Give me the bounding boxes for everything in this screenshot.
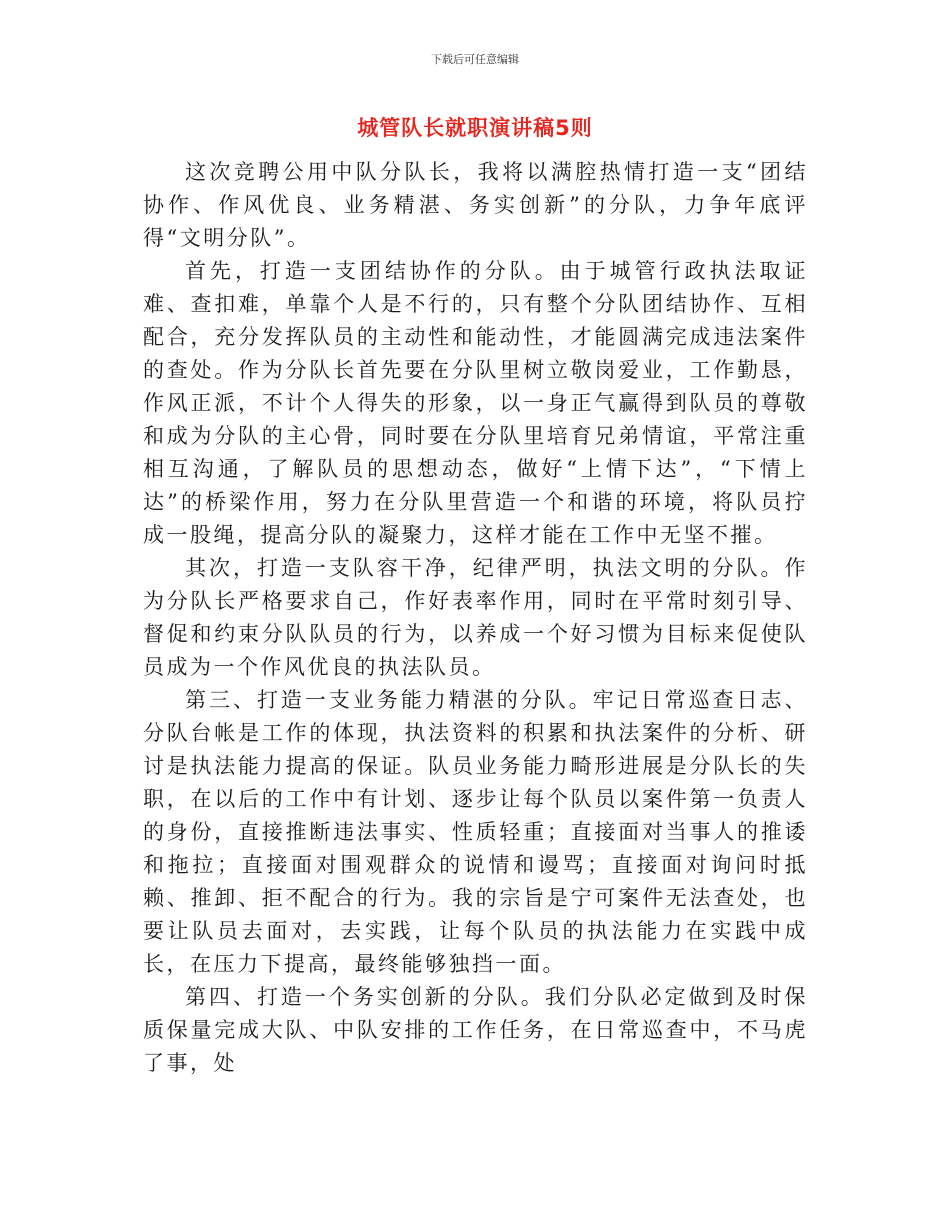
paragraph: 这次竞聘公用中队分队长，我将以满腔热情打造一支“团结协作、作风优良、业务精湛、务实创新”的分队，力争年底评得“文明分队”。 — [143, 160, 808, 250]
document-title: 城管队长就职演讲稿5则 — [357, 116, 593, 140]
header-note: 下载后可任意编辑 — [431, 53, 519, 66]
paragraph: 第四、打造一个务实创新的分队。我们分队必定做到及时保质保量完成大队、中队安排的工作任务，在日常巡查中，不马虎了事，处 — [143, 985, 808, 1075]
document-body — [143, 156, 808, 1080]
paragraph: 首先，打造一支团结协作的分队。由于城管行政执法取证难、查扣难，单靠个人是不行的，只有整个分队团结协作、互相配合，充分发挥队员的主动性和能动性，才能圆满完成违法案件的查处。作为分队长首先要在分队里树立敬岗爱业，工作勤恳，作风正派，不计个人得失的形象，以一身正气赢得到队员的尊敬和成为分队的主心骨，同时要在分队里培育兄弟情谊，平常注重相互沟通，了解队员的思想动态，做好“上情下达”，“下情上达”的桥梁作用，努力在分队里营造一个和谐的环境，将队员拧成一股绳，提高分队的凝聚力，这样才能在工作中无坚不摧。 — [143, 259, 808, 547]
paragraph: 其次，打造一支队容干净，纪律严明，执法文明的分队。作为分队长严格要求自己，作好表率作用，同时在平常时刻引导、督促和约束分队队员的行为，以养成一个好习惯为目标来促使队员成为一个作风优良的执法队员。 — [143, 556, 808, 679]
paragraph: 第三、打造一支业务能力精湛的分队。牢记日常巡查日志、分队台帐是工作的体现，执法资料的积累和执法案件的分析、研讨是执法能力提高的保证。队员业务能力畸形进展是分队长的失职，在以后的工作中有计划、逐步让每个队员以案件第一负责人的身份，直接推断违法事实、性质轻重；直接面对当事人的推诿和拖拉；直接面对围观群众的说情和谩骂；直接面对询问时抵赖、推卸、拒不配合的行为。我的宗旨是宁可案件无法查处，也要让队员去面对，去实践，让每个队员的执法能力在实践中成长，在压力下提高，最终能够独挡一面。 — [143, 688, 808, 976]
